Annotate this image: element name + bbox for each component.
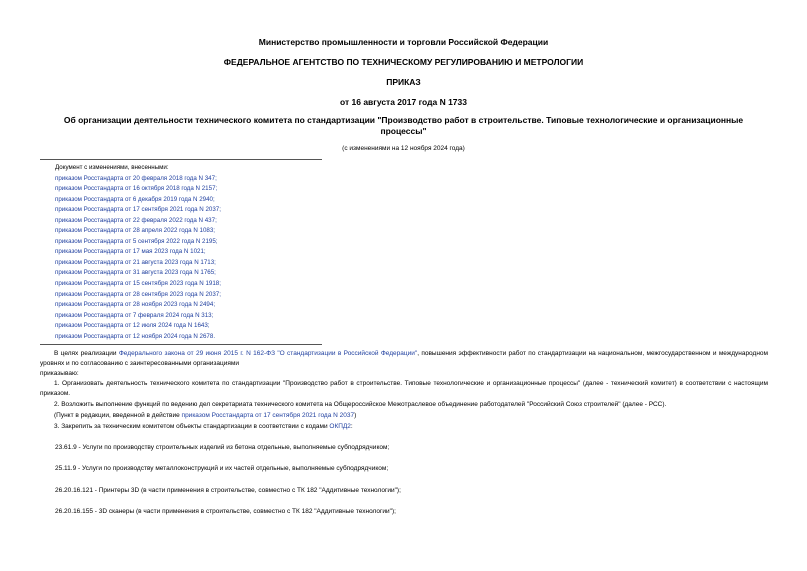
document-title: Об организации деятельности технического комитета по стандартизации "Производство работ в строительстве. Типовые технологические и организационные процессы" <box>63 115 744 136</box>
code-item: 23.61.9 - Услуги по производству строительных изделий из бетона отдельные, выполняемые субподрядчиком; <box>55 444 390 451</box>
amendment-link[interactable]: приказом Росстандарта от 5 сентября 2022 года N 2195; <box>55 237 218 245</box>
amendment-link[interactable]: приказом Росстандарта от 7 февраля 2024 года N 313; <box>55 311 214 319</box>
code-item: 25.11.9 - Услуги по производству металлоконструкций и их частей отдельные, выполняемые субподрядчиком; <box>55 465 389 472</box>
order-word: приказываю: <box>40 370 79 377</box>
ministry-name: Министерство промышленности и торговли Российской Федерации <box>258 37 549 47</box>
amendment-link[interactable]: приказом Росстандарта от 20 февраля 2018 года N 347; <box>55 174 217 182</box>
amendment-link[interactable]: приказом Росстандарта от 17 мая 2023 года N 1021; <box>55 248 206 256</box>
document-type: ПРИКАЗ <box>386 77 421 87</box>
point-3-text: : <box>350 423 353 430</box>
okpd2-link[interactable]: ОКПД2 <box>329 423 351 430</box>
amendments-top-rule <box>40 159 322 160</box>
amendment-link[interactable]: приказом Росстандарта от 28 апреля 2022 года N 1083; <box>55 227 215 235</box>
amendments-list <box>55 163 355 342</box>
document-date: от 16 августа 2017 года N 1733 <box>340 97 467 107</box>
amendments-intro: Документ с изменениями, внесенными: <box>55 164 169 171</box>
amendment-link[interactable]: приказом Росстандарта от 6 декабря 2019 года N 2940; <box>55 195 215 203</box>
amendment-link[interactable]: приказом Росстандарта от 15 сентября 2023 года N 1918; <box>55 280 221 288</box>
note-text: ) <box>354 412 357 419</box>
edition-note: (с изменениями на 12 ноября 2024 года) <box>342 145 465 152</box>
amendment-link[interactable]: приказом Росстандарта от 22 февраля 2022 года N 437; <box>55 216 217 224</box>
point-2-note <box>40 411 768 421</box>
amendment-link[interactable]: приказом Росстандарта от 21 августа 2023 года N 1713; <box>55 258 216 266</box>
note-text: (Пункт в редакции, введенной в действие <box>54 412 182 419</box>
amendment-link[interactable]: приказом Росстандарта от 12 ноября 2024 года N 2678. <box>55 332 216 340</box>
amendment-link[interactable]: приказом Росстандарта от 12 июля 2024 года N 1643; <box>55 322 210 330</box>
agency-name: ФЕДЕРАЛЬНОЕ АГЕНТСТВО ПО ТЕХНИЧЕСКОМУ РЕГУЛИРОВАНИЮ И МЕТРОЛОГИИ <box>223 57 584 67</box>
federal-law-link[interactable]: Федерального закона от 29 июня 2015 г. N 162-ФЗ "О стандартизации в Российской Федерации" <box>118 350 418 357</box>
code-item: 26.20.16.155 - 3D сканеры (в части применения в строительстве, совместно с ТК 182 "Аддитивные технологии"); <box>55 508 396 515</box>
preamble-paragraph <box>40 349 768 368</box>
preamble-text: , повышения эффективности работ по стандартизации на национальном, межгосударственном и международном уровнях и по согласованию с заинтересованными организациями <box>40 350 768 367</box>
amendment-link[interactable]: приказом Росстандарта от 28 ноября 2023 года N 2494; <box>55 301 216 309</box>
code-item: 26.20.16.121 - Принтеры 3D (в части применения в строительстве, совместно с ТК 182 "Аддитивные технологии"); <box>55 487 401 494</box>
amendment-link[interactable]: приказом Росстандарта от 16 октября 2018 года N 2157; <box>55 185 218 193</box>
point-2: 2. Возложить выполнение функций по ведению дел секретариата технического комитета на Общероссийское Межотраслевое объединение работодателей "Российский Союз строителей" (далее - РСС). <box>54 401 667 408</box>
amendment-link[interactable]: приказом Росстандарта от 31 августа 2023 года N 1765; <box>55 269 216 277</box>
preamble-text: В целях реализации <box>54 350 119 357</box>
point-3 <box>40 422 768 432</box>
point-1: 1. Организовать деятельность технического комитета по стандартизации "Производство работ в строительстве. Типовые технологические и организационные процессы" (далее - технический комитет) в соответствии с настоящим приказом. <box>40 380 768 397</box>
amendments-bottom-rule <box>40 344 322 345</box>
point-3-text: 3. Закрепить за техническим комитетом объекты стандартизации в соответствии с кодами <box>54 423 330 430</box>
amendment-link[interactable]: приказом Росстандарта от 17 сентября 2021 года N 2037; <box>55 206 221 214</box>
amendment-2037-link[interactable]: приказом Росстандарта от 17 сентября 2021 года N 2037 <box>181 412 355 419</box>
amendment-link[interactable]: приказом Росстандарта от 28 сентября 2023 года N 2037; <box>55 290 221 298</box>
